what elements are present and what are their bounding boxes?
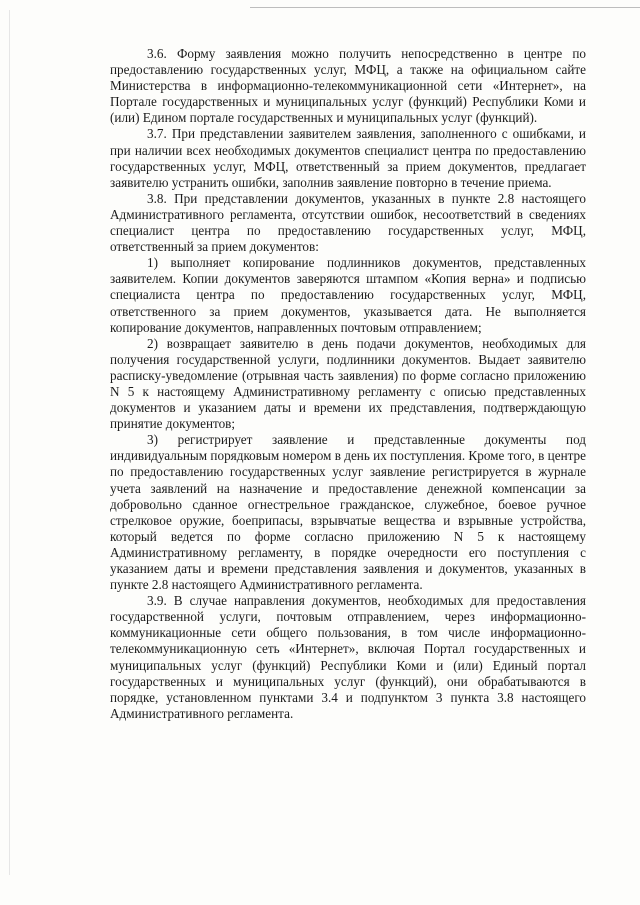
scan-edge-top: [250, 7, 640, 8]
paragraph-3-8-item-1: 1) выполняет копирование подлинников документов, представленных заявителем. Копии документов заверяются штампом «Копия верна» и подписью специалиста центра по предоставлению государственных услуг, МФЦ, ответственного за прием документов, указывается дата. Не выполняется копирование документов, направленных почтовым отправлением;: [110, 255, 586, 335]
scan-edge-left: [9, 10, 10, 875]
paragraph-3-9: 3.9. В случае направления документов, необходимых для предоставления государственной услуги, почтовым отправлением, через информационно-коммуникационные сети общего пользования, в том числе информационно-телекоммуникационную сеть «Интернет», включая Портал государственных и муниципальных услуг (функций) Республики Коми и (или) Единый портал государственных и муниципальных услуг (функций), они обрабатываются в порядке, установленном пунктами 3.4 и подпунктом 3 пункта 3.8 настоящего Административного регламента.: [110, 593, 586, 721]
paragraph-3-8-item-2: 2) возвращает заявителю в день подачи документов, необходимых для получения государственной услуги, подлинники документов. Выдает заявителю расписку-уведомление (отрывная часть заявления) по форме согласно приложению N 5 к настоящему Административному регламенту с описью представленных документов и указанием даты и времени их представления, подтверждающую принятие документов;: [110, 335, 586, 432]
paragraph-3-7: 3.7. При представлении заявителем заявления, заполненного с ошибками, и при наличии всех необходимых документов специалист центра по предоставлению государственных услуг, МФЦ, ответственный за прием документов, предлагает заявителю устранить ошибки, заполнив заявление повторно в течение приема.: [110, 126, 586, 190]
document-page: [110, 46, 586, 722]
paragraph-3-8: 3.8. При представлении документов, указанных в пункте 2.8 настоящего Административного регламента, отсутствии ошибок, несоответствий в сведениях специалист центра по предоставлению государственных услуг, МФЦ, ответственный за прием документов:: [110, 190, 586, 255]
paragraph-3-8-item-3: 3) регистрирует заявление и представленные документы под индивидуальным порядковым номером в день их поступления. Кроме того, в центре по предоставлению государственных услуг заявление регистрируется в журнале учета заявлений на назначение и предоставление денежной компенсации за добровольно сданное огнестрельное гражданское, служебное, боевое ручное стрелковое оружие, боеприпасы, взрывчатые вещества и взрывные устройства, который ведется по форме согласно приложению N 5 к настоящему Административному регламенту, в порядке очередности его поступления с указанием даты и времени представления заявления и документов, указанных в пункте 2.8 настоящего Административного регламента.: [110, 432, 586, 593]
paragraph-3-6: 3.6. Форму заявления можно получить непосредственно в центре по предоставлению государственных услуг, МФЦ, а также на официальном сайте Министерства в информационно-телекоммуникационной сети «Интернет», на Портале государственных и муниципальных услуг (функций) Республики Коми и (или) Едином портале государственных и муниципальных услуг (функций).: [110, 46, 586, 126]
